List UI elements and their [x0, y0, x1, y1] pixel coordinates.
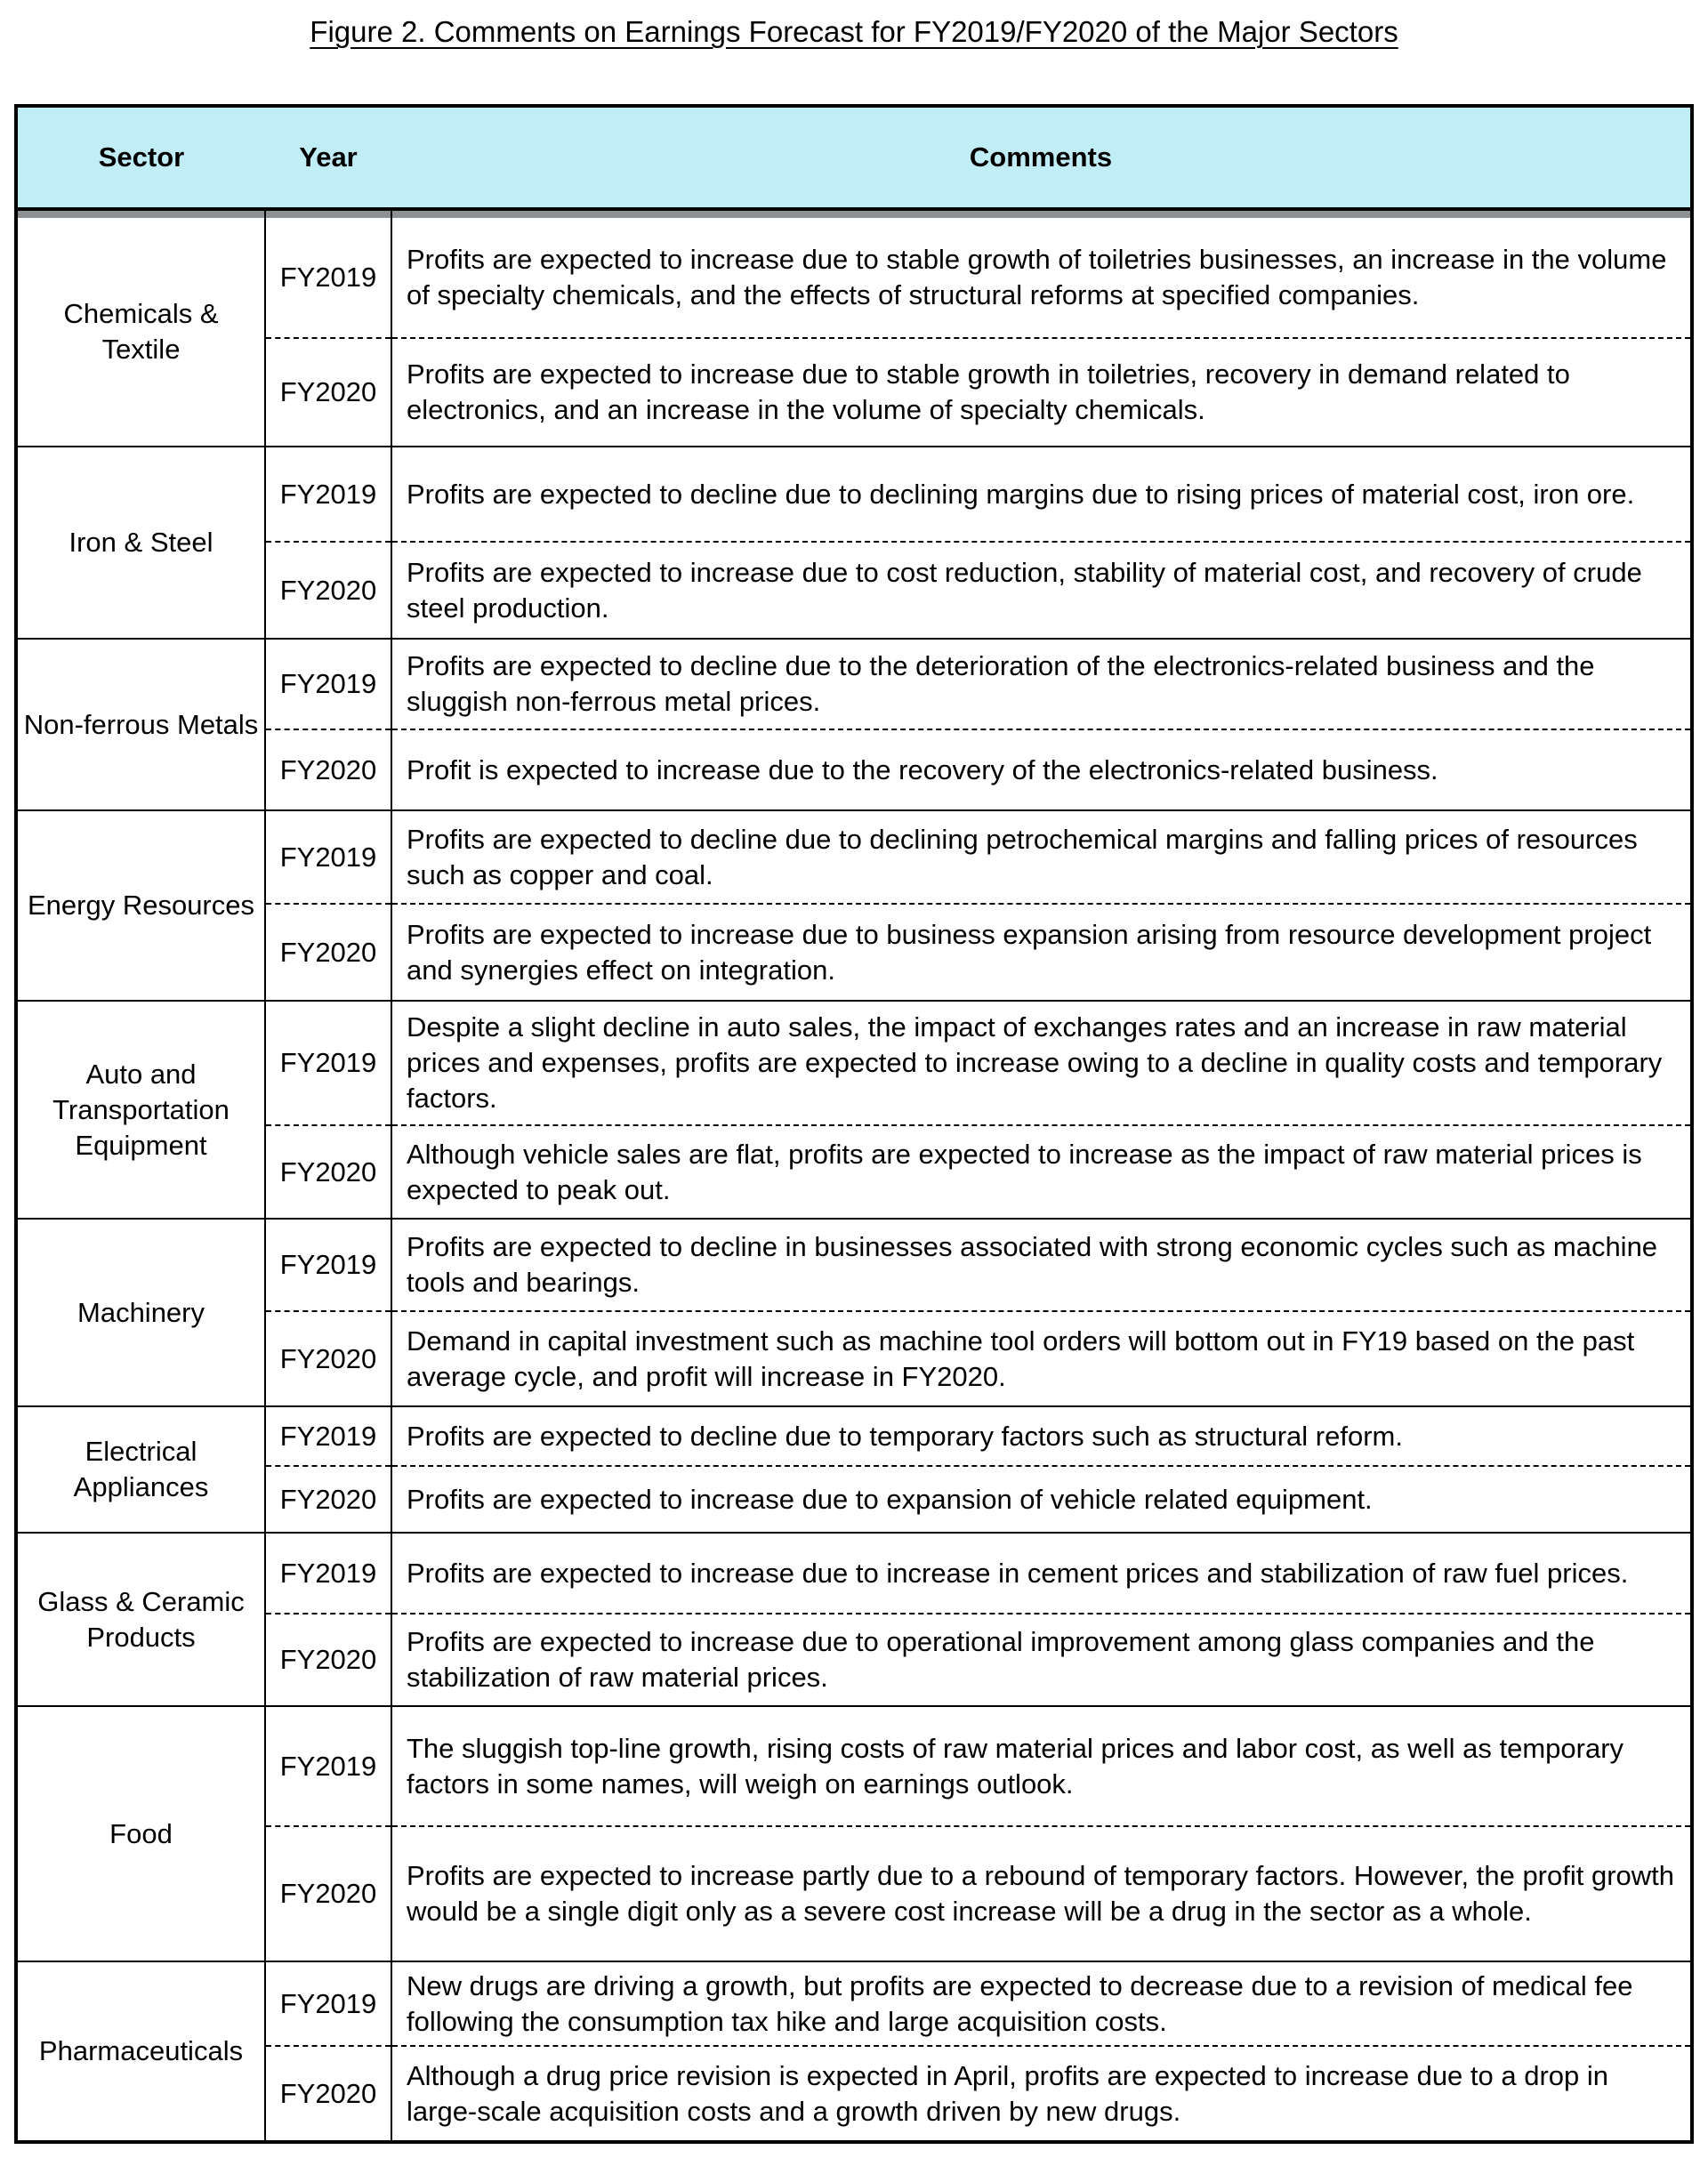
year-cell: FY2019 [265, 639, 391, 729]
year-cell: FY2020 [265, 542, 391, 639]
year-cell: FY2020 [265, 1826, 391, 1961]
comment-cell: Profits are expected to increase due to increase in cement prices and stabilization of raw fuel prices. [391, 1533, 1692, 1614]
table-row [16, 338, 1692, 447]
sector-cell: Auto and Transportation Equipment [16, 1001, 265, 1219]
comment-cell: Despite a slight decline in auto sales, the impact of exchanges rates and an increase in raw material prices and expenses, profits are expected to increase owing to a decline in quality costs and temporary factors. [391, 1001, 1692, 1125]
sector-cell: Chemicals & Textile [63, 298, 219, 365]
year-cell: FY2020 [265, 1614, 391, 1706]
header-sector: Sector [16, 106, 265, 209]
table-row [16, 1311, 1692, 1406]
table-row [16, 1826, 1692, 1961]
table-row [16, 1961, 1692, 2046]
gray-rule-segment [391, 209, 1692, 218]
year-cell: FY2019 [265, 810, 391, 904]
table-row [16, 1125, 1692, 1219]
table-row [16, 1466, 1692, 1533]
table-row [16, 639, 1692, 729]
comment-cell: Profits are expected to decline due to temporary factors such as structural reform. [391, 1406, 1692, 1466]
comment-cell: Profits are expected to increase due to stable growth in toiletries, recovery in demand related to electronics, and an increase in the volume of specialty chemicals. [391, 338, 1692, 447]
comment-cell: Although vehicle sales are flat, profits are expected to increase as the impact of raw material prices is expected to peak out. [391, 1125, 1692, 1219]
comment-cell: Profits are expected to increase due to expansion of vehicle related equipment. [391, 1466, 1692, 1533]
header-year: Year [265, 106, 391, 209]
comment-cell: Profits are expected to decline due to declining petrochemical margins and falling prices of resources such as copper and coal. [391, 810, 1692, 904]
sector-cell: Pharmaceuticals [16, 1961, 265, 2142]
comment-cell: Profits are expected to increase due to business expansion arising from resource development project and synergies effect on integration. [391, 904, 1692, 1001]
gray-rule-segment [265, 209, 391, 218]
year-cell: FY2019 [265, 218, 391, 338]
table-row [16, 1001, 1692, 1125]
year-cell: FY2020 [265, 1466, 391, 1533]
year-cell: FY2020 [265, 338, 391, 447]
header-comments: Comments [391, 106, 1692, 209]
year-cell: FY2020 [265, 1125, 391, 1219]
sector-cell: Non-ferrous Metals [16, 639, 265, 810]
sector-cell: Food [16, 1706, 265, 1961]
table-row [16, 1706, 1692, 1826]
figure-title: Figure 2. Comments on Earnings Forecast for FY2019/FY2020 of the Major Sectors [310, 15, 1398, 48]
table-row [16, 1219, 1692, 1311]
comment-cell: Profits are expected to increase due to operational improvement among glass companies and the stabilization of raw material prices. [391, 1614, 1692, 1706]
comment-cell: Profits are expected to increase partly due to a rebound of temporary factors. However, the profit growth would be a single digit only as a severe cost increase will be a drug in the sector as a whole. [391, 1826, 1692, 1961]
sector-cell: Machinery [16, 1219, 265, 1406]
year-cell: FY2020 [265, 729, 391, 810]
year-cell: FY2019 [265, 1406, 391, 1466]
comment-cell: Profit is expected to increase due to the recovery of the electronics-related business. [391, 729, 1692, 810]
table-row [16, 218, 1692, 338]
sector-cell: Electrical Appliances [16, 1406, 265, 1533]
comment-cell: Demand in capital investment such as machine tool orders will bottom out in FY19 based on the past average cycle, and profit will increase in FY2020. [391, 1311, 1692, 1406]
table-row [16, 1614, 1692, 1706]
comment-cell: Profits are expected to decline due to declining margins due to rising prices of material cost, iron ore. [391, 447, 1692, 542]
year-cell: FY2019 [265, 1961, 391, 2046]
year-cell: FY2019 [265, 447, 391, 542]
year-cell: FY2019 [265, 1533, 391, 1614]
table-row [16, 2046, 1692, 2142]
year-cell: FY2019 [265, 1706, 391, 1826]
table-row [16, 904, 1692, 1001]
gray-rule-segment [16, 209, 265, 218]
year-cell: FY2020 [265, 2046, 391, 2142]
year-cell: FY2019 [265, 1219, 391, 1311]
table-row [16, 1406, 1692, 1466]
earnings-forecast-table [14, 104, 1694, 2144]
comment-cell: The sluggish top-line growth, rising costs of raw material prices and labor cost, as well as temporary factors in some names, will weigh on earnings outlook. [391, 1706, 1692, 1826]
table-row [16, 1533, 1692, 1614]
gray-rule-row [16, 209, 1692, 218]
comment-cell: New drugs are driving a growth, but profits are expected to decrease due to a revision of medical fee following the consumption tax hike and large acquisition costs. [391, 1961, 1692, 2046]
header-row [16, 106, 1692, 209]
comment-cell: Profits are expected to increase due to stable growth of toiletries businesses, an increase in the volume of specialty chemicals, and the effects of structural reforms at specified companies. [391, 218, 1692, 338]
comment-cell: Profits are expected to decline in businesses associated with strong economic cycles such as machine tools and bearings. [391, 1219, 1692, 1311]
year-cell: FY2019 [265, 1001, 391, 1125]
year-cell: FY2020 [265, 904, 391, 1001]
comment-cell: Profits are expected to decline due to the deterioration of the electronics-related business and the sluggish non-ferrous metal prices. [391, 639, 1692, 729]
table-row [16, 729, 1692, 810]
comment-cell: Profits are expected to increase due to cost reduction, stability of material cost, and recovery of crude steel production. [391, 542, 1692, 639]
year-cell: FY2020 [265, 1311, 391, 1406]
table-row [16, 542, 1692, 639]
sector-cell: Iron & Steel [16, 447, 265, 639]
comment-cell: Although a drug price revision is expected in April, profits are expected to increase due to a drop in large-scale acquisition costs and a growth driven by new drugs. [391, 2046, 1692, 2142]
table-row [16, 447, 1692, 542]
sector-cell: Glass & Ceramic Products [16, 1533, 265, 1706]
sector-cell: Energy Resources [16, 810, 265, 1001]
table-row [16, 810, 1692, 904]
